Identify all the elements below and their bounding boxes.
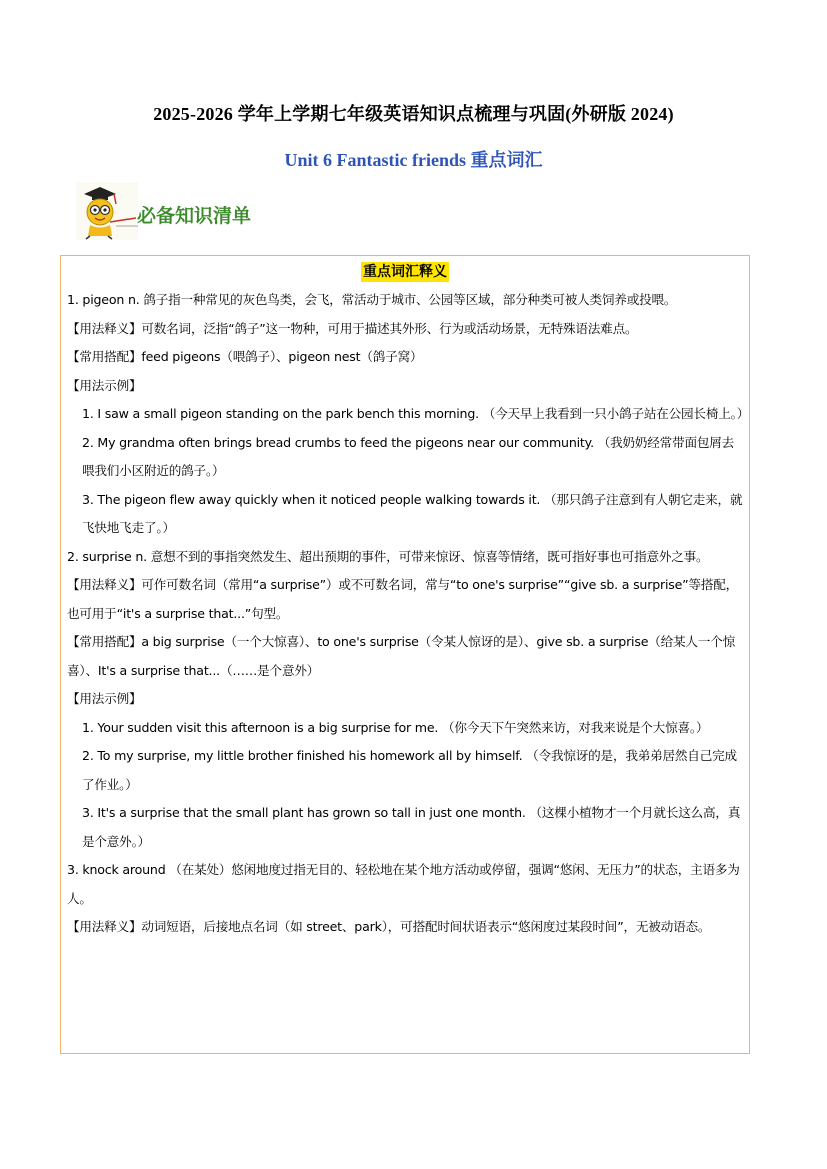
example-sentence: 2. My grandma often brings bread crumbs to feed the pigeons near our community. （我奶奶经常带面包屑去喂我们小区附近的鸽子。） [82, 434, 735, 478]
unit-subtitle: Unit 6 Fantastic friends 重点词汇 [284, 150, 543, 170]
example-sentence: 2. To my surprise, my little brother finished his homework all by himself. （令我惊讶的是，我弟弟居然自己完成了作业。） [82, 748, 737, 792]
common-collocations: 【常用搭配】a big surprise（一个大惊喜）、to one's surprise（令某人惊讶的是）、give sb. a surprise（给某人一个惊喜）、It's a surprise that...（……是个意外） [67, 634, 736, 678]
entry-pigeon-definition: 1. pigeon n. 鸽子指一种常见的灰色鸟类，会飞，常活动于城市、公园等区域，部分种类可被人类饲养或投喂。 [67, 292, 677, 307]
example-sentence: 3. It's a surprise that the small plant has grown so tall in just one month. （这棵小植物才一个月就长这么高，真是个意外。） [82, 805, 741, 849]
vocab-box [60, 255, 750, 1054]
usage-explanation: 【用法释义】动词短语，后接地点名词（如 street、park），可搭配时间状语表示“悠闲度过某段时间”，无被动语态。 [67, 919, 711, 934]
example-sentence: 1. Your sudden visit this afternoon is a big surprise for me. （你今天下午突然来访，对我来说是个大惊喜。） [82, 719, 709, 735]
example-sentence: 3. The pigeon flew away quickly when it noticed people walking towards it. （那只鸽子注意到有人朝它走来，就飞快地飞走了。） [82, 491, 743, 535]
banner-label: 必备知识清单 [137, 205, 252, 227]
usage-examples-heading: 【用法示例】 [67, 377, 142, 393]
vocab-content [61, 283, 749, 942]
mascot-icon [76, 182, 138, 240]
example-sentence: 1. I saw a small pigeon standing on the park bench this morning. （今天早上我看到一只小鸽子站在公园长椅上。） [82, 406, 750, 421]
document-title: 2025-2026 学年上学期七年级英语知识点梳理与巩固(外研版 2024) [153, 104, 674, 124]
usage-examples-heading: 【用法示例】 [67, 691, 142, 706]
common-collocations: 【常用搭配】feed pigeons（喂鸽子）、pigeon nest（鸽子窝） [67, 349, 423, 364]
usage-explanation: 【用法释义】可作可数名词（常用“a surprise”）或不可数名词，常与“to one's surprise”“give sb. a surprise”等搭配，也可用于“it's a surprise that...”句型。 [67, 577, 739, 621]
box-title: 重点词汇释义 [363, 264, 447, 280]
entry-surprise-definition: 2. surprise n. 意想不到的事指突然发生、超出预期的事件，可带来惊讶、惊喜等情绪，既可指好事也可指意外之事。 [67, 548, 709, 564]
usage-explanation: 【用法释义】可数名词，泛指“鸽子”这一物种，可用于描述其外形、行为或活动场景，无特殊语法难点。 [67, 320, 638, 336]
entry-knock-around-definition: 3. knock around （在某处）悠闲地度过指无目的、轻松地在某个地方活动或停留，强调“悠闲、无压力”的状态，主语多为人。 [67, 862, 740, 906]
section-banner [76, 182, 376, 240]
